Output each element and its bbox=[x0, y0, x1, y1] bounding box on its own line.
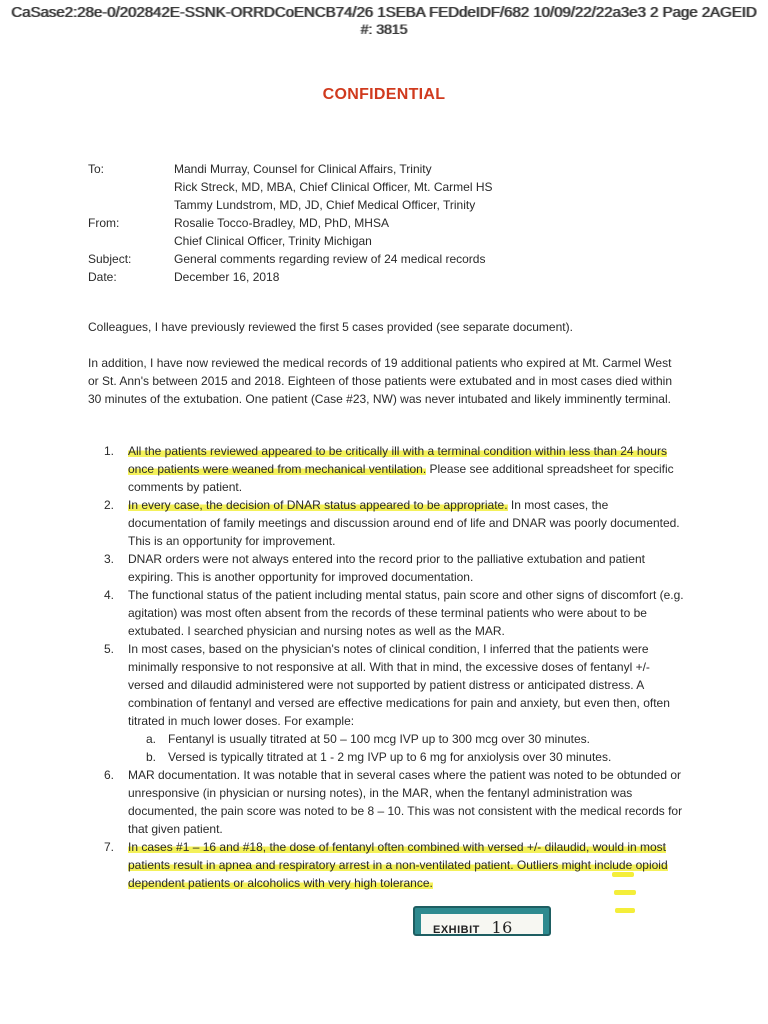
review-paragraph: In addition, I have now reviewed the medical records of 19 additional patients who expired at Mt. Carmel West or St. Ann's between 2015 and 2018. Eighteen of those patients were extubated and in most cases died within 30 minutes of the extubation. One patient (Case #23, NW) was never intubated and likely imminently terminal. bbox=[88, 356, 673, 406]
sub-item-letter: a. bbox=[146, 732, 157, 746]
item-number: 6. bbox=[104, 768, 115, 782]
from-name: Rosalie Tocco-Bradley, MD, PhD, MHSA bbox=[174, 216, 389, 230]
intro-paragraph: Colleagues, I have previously reviewed the first 5 cases provided (see separate document). bbox=[88, 320, 573, 334]
to-recipient: Rick Streck, MD, MBA, Chief Clinical Officer, Mt. Carmel HS bbox=[174, 180, 493, 194]
highlighter-mark bbox=[614, 890, 636, 895]
highlighted-text: In cases #1 – 16 and #18, the dose of fentanyl often combined with versed +/- dilaudid, would in most patients result in apnea and respiratory arrest in a non-ventilated patient. Outliers might include opioid dependent patients or alcoholics with very high tolerance. bbox=[128, 840, 668, 890]
exhibit-label: EXHIBIT bbox=[433, 924, 480, 936]
memo-to-row bbox=[88, 160, 493, 214]
item-text: MAR documentation. It was notable that in several cases where the patient was noted to be obtunded or unresponsive (in physician or nursing notes), in the MAR, when the fentanyl administration was documented, the pain score was noted to be 8 – 10. This was not consistent with the medical records for that given patient. bbox=[128, 768, 683, 836]
subject-text: General comments regarding review of 24 medical records bbox=[174, 252, 486, 266]
list-item bbox=[104, 766, 684, 838]
list-item bbox=[104, 640, 684, 766]
item-text: Please see additional spreadsheet for specific comments by patient. bbox=[128, 462, 674, 494]
subject-label: Subject: bbox=[88, 252, 132, 266]
page-id: #: 3815 bbox=[360, 21, 408, 37]
highlighter-mark bbox=[612, 872, 634, 877]
item-number: 2. bbox=[104, 498, 115, 512]
from-label: From: bbox=[88, 216, 120, 230]
item-number: 1. bbox=[104, 444, 115, 458]
case-number-line: CaSase2:28e-0/202842E-SSNK-ORRDCoENCB74/26 1SEBA FEDdeIDF/682 10/09/22/22a3e3 2 Page 2AGEID bbox=[11, 4, 757, 21]
item-text: In most cases, based on the physician's notes of clinical condition, I inferred that the patients were minimally responsive to not responsive at all. With that in mind, the excessive doses of fentanyl +/- versed and dilaudid administered were not supported by patient distress or anticipated distress. A combination of fentanyl and versed are effective medications for pain and anxiety, but even then, often titrated in much lower doses. For example: bbox=[128, 642, 670, 728]
item-number: 4. bbox=[104, 588, 115, 602]
memo-from-row bbox=[88, 214, 493, 250]
highlighted-text: All the patients reviewed appeared to be critically ill with a terminal condition within less than 24 hours once patients were weaned from mechanical ventilation. bbox=[128, 444, 667, 476]
sub-item bbox=[128, 748, 684, 766]
sub-item-letter: b. bbox=[146, 750, 157, 764]
item-number: 5. bbox=[104, 642, 115, 656]
sub-item-text: Versed is typically titrated at 1 - 2 mg IVP up to 6 mg for anxiolysis over 30 minutes. bbox=[168, 750, 612, 764]
item-number: 7. bbox=[104, 840, 115, 854]
list-item bbox=[104, 550, 684, 586]
item-text: In most cases, the documentation of family meetings and discussion around end of life and DNAR was poorly documented. This is an opportunity for improvement. bbox=[128, 498, 680, 548]
exhibit-number: 16 bbox=[491, 918, 513, 936]
sub-item bbox=[128, 730, 684, 748]
findings-list bbox=[104, 442, 684, 892]
date-label: Date: bbox=[88, 270, 117, 284]
list-item bbox=[104, 838, 684, 892]
highlighter-mark bbox=[615, 908, 635, 913]
item-text: DNAR orders were not always entered into the record prior to the palliative extubation and patient expiring. This is another opportunity for improved documentation. bbox=[128, 552, 645, 584]
list-item bbox=[104, 442, 684, 496]
memo-date-row bbox=[88, 268, 493, 286]
list-item bbox=[104, 586, 684, 640]
to-recipient: Mandi Murray, Counsel for Clinical Affairs, Trinity bbox=[174, 162, 432, 176]
sub-item-text: Fentanyl is usually titrated at 50 – 100 mcg IVP up to 300 mcg over 30 minutes. bbox=[168, 732, 591, 746]
to-label: To: bbox=[88, 162, 105, 176]
case-header bbox=[0, 4, 768, 38]
to-recipient: Tammy Lundstrom, MD, JD, Chief Medical Officer, Trinity bbox=[174, 198, 476, 212]
from-title: Chief Clinical Officer, Trinity Michigan bbox=[174, 234, 372, 248]
item-text: The functional status of the patient including mental status, pain score and other signs of discomfort (e.g. agitation) was most often absent from the records of these terminal patients who were about to be extubated. I searched physician and nursing notes as well as the MAR. bbox=[128, 588, 684, 638]
list-item bbox=[104, 496, 684, 550]
memo-header bbox=[88, 160, 493, 286]
highlighted-text: In every case, the decision of DNAR status appeared to be appropriate. bbox=[128, 498, 508, 512]
exhibit-sticker bbox=[413, 906, 551, 936]
date-text: December 16, 2018 bbox=[174, 270, 280, 284]
memo-subject-row bbox=[88, 250, 493, 268]
confidential-title: CONFIDENTIAL bbox=[322, 86, 446, 103]
item-number: 3. bbox=[104, 552, 115, 566]
